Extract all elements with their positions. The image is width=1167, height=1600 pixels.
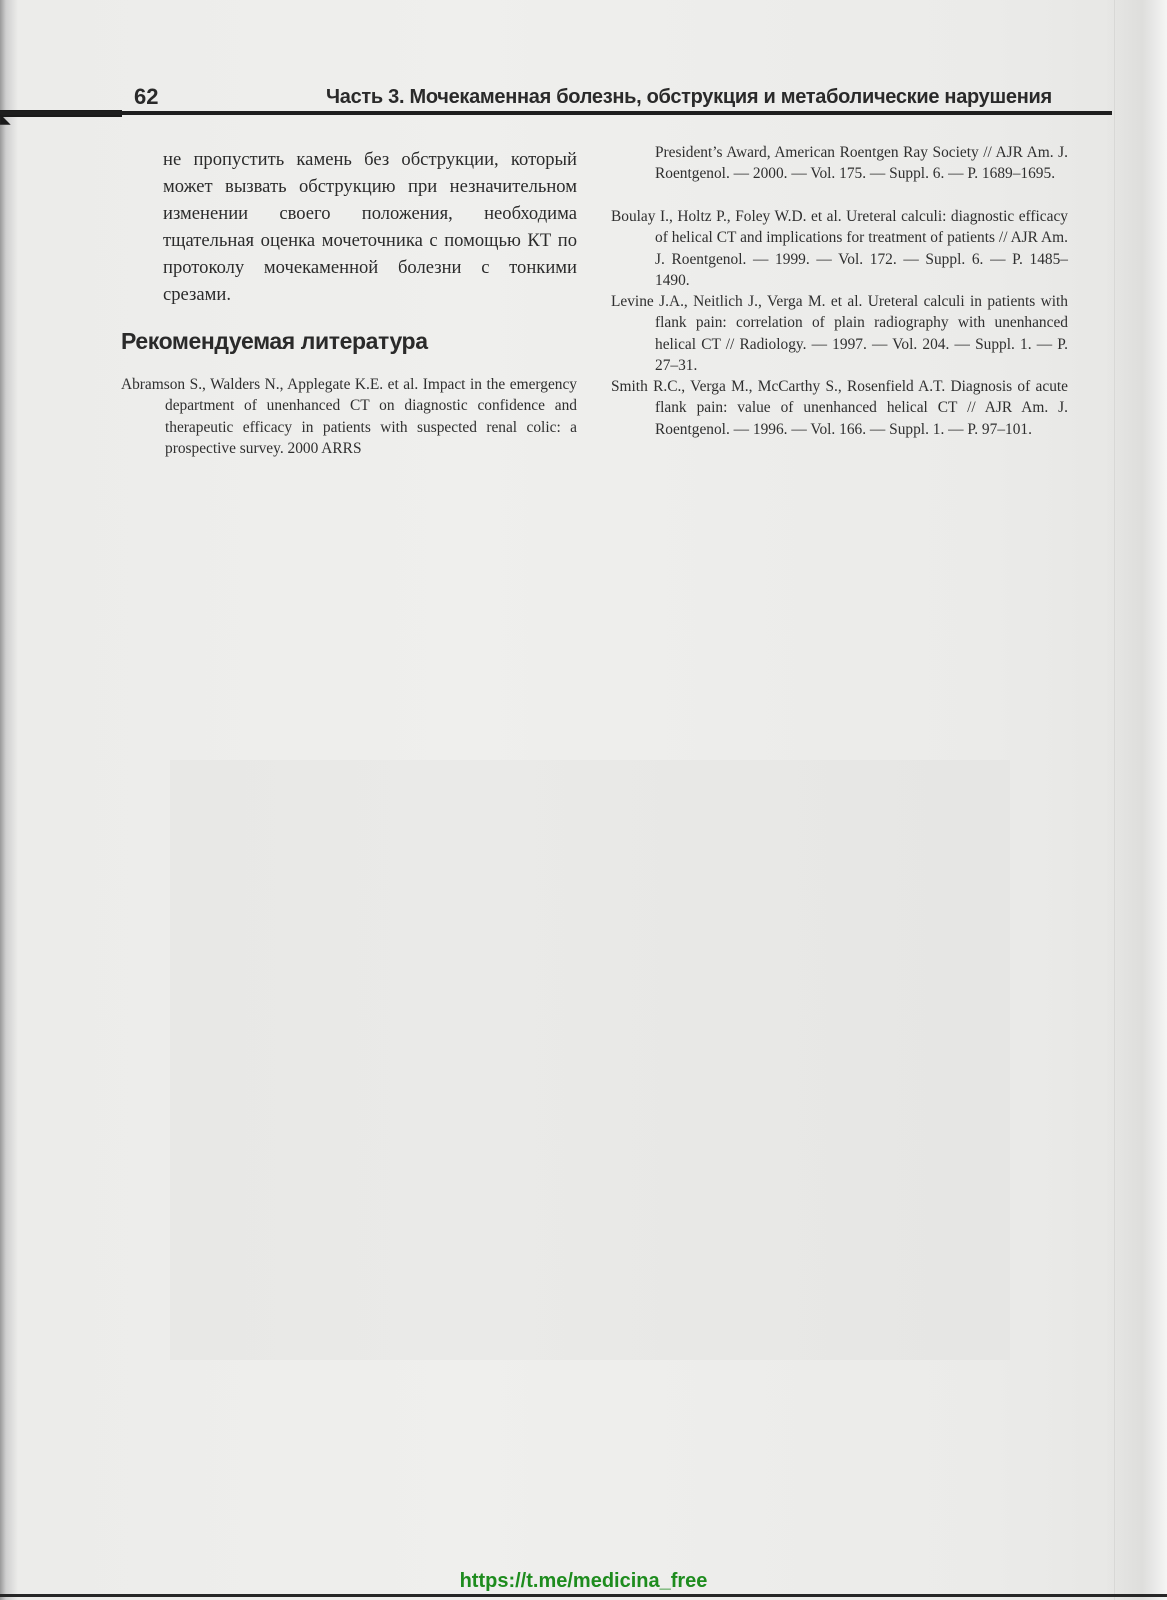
reference-smith: Smith R.C., Verga M., McCarthy S., Rosenfield A.T. Diagnosis of acute flank pain: value of unenhanced helical CT // AJR Am. J. Roentgenol. — 1996. — Vol. 166. — Suppl. 1. — P. 97–101. [611, 378, 1068, 438]
reference-abramson: Abramson S., Walders N., Applegate K.E. et al. Impact in the emergency department of unenhanced CT on diagnostic confidence and therapeutic efficacy in patients with suspected renal colic: a prospective survey. 2000 ARRS [121, 376, 577, 457]
header-rule [0, 111, 1112, 115]
corner-mark-icon: ◣ [0, 111, 11, 127]
page-right-edge [1114, 0, 1115, 1600]
footer-rule [0, 1594, 1167, 1597]
reference-abramson-continued: President’s Award, American Roentgen Ray Society // AJR Am. J. Roentgenol. — 2000. — Vol. 175. — Suppl. 6. — P. 1689–1695. [655, 144, 1068, 183]
show-through-shadow [170, 760, 1010, 1360]
running-head: Часть 3. Мочекаменная болезнь, обструкция и метаболические нарушения [326, 86, 1052, 108]
reference-boulay: Boulay I., Holtz P., Foley W.D. et al. Ureteral calculi: diagnostic efficacy of helical CT and implications for treatment of patients // AJR Am. J. Roentgenol. — 1999. — Vol. 172. — Suppl. 6. — P. 1485–1490. [611, 208, 1068, 289]
footer-link[interactable]: https://t.me/medicina_free [459, 1570, 708, 1592]
body-paragraph: не пропустить камень без обструкции, который может вызвать обструкцию при незначительном изменении своего положения, необходима тщательная оценка мочеточника с помощью КТ по протоколу мочекаменной болезни с тонкими срезами. [163, 149, 577, 305]
section-heading: Рекомендуемая литература [121, 328, 428, 354]
reference-levine: Levine J.A., Neitlich J., Verga M. et al. Ureteral calculi in patients with flank pain: correlation of plain radiography with unenhanced helical CT // Radiology. — 1997. — Vol. 204. — Suppl. 1. — P. 27–31. [611, 293, 1068, 374]
page-number: 62 [134, 84, 159, 109]
